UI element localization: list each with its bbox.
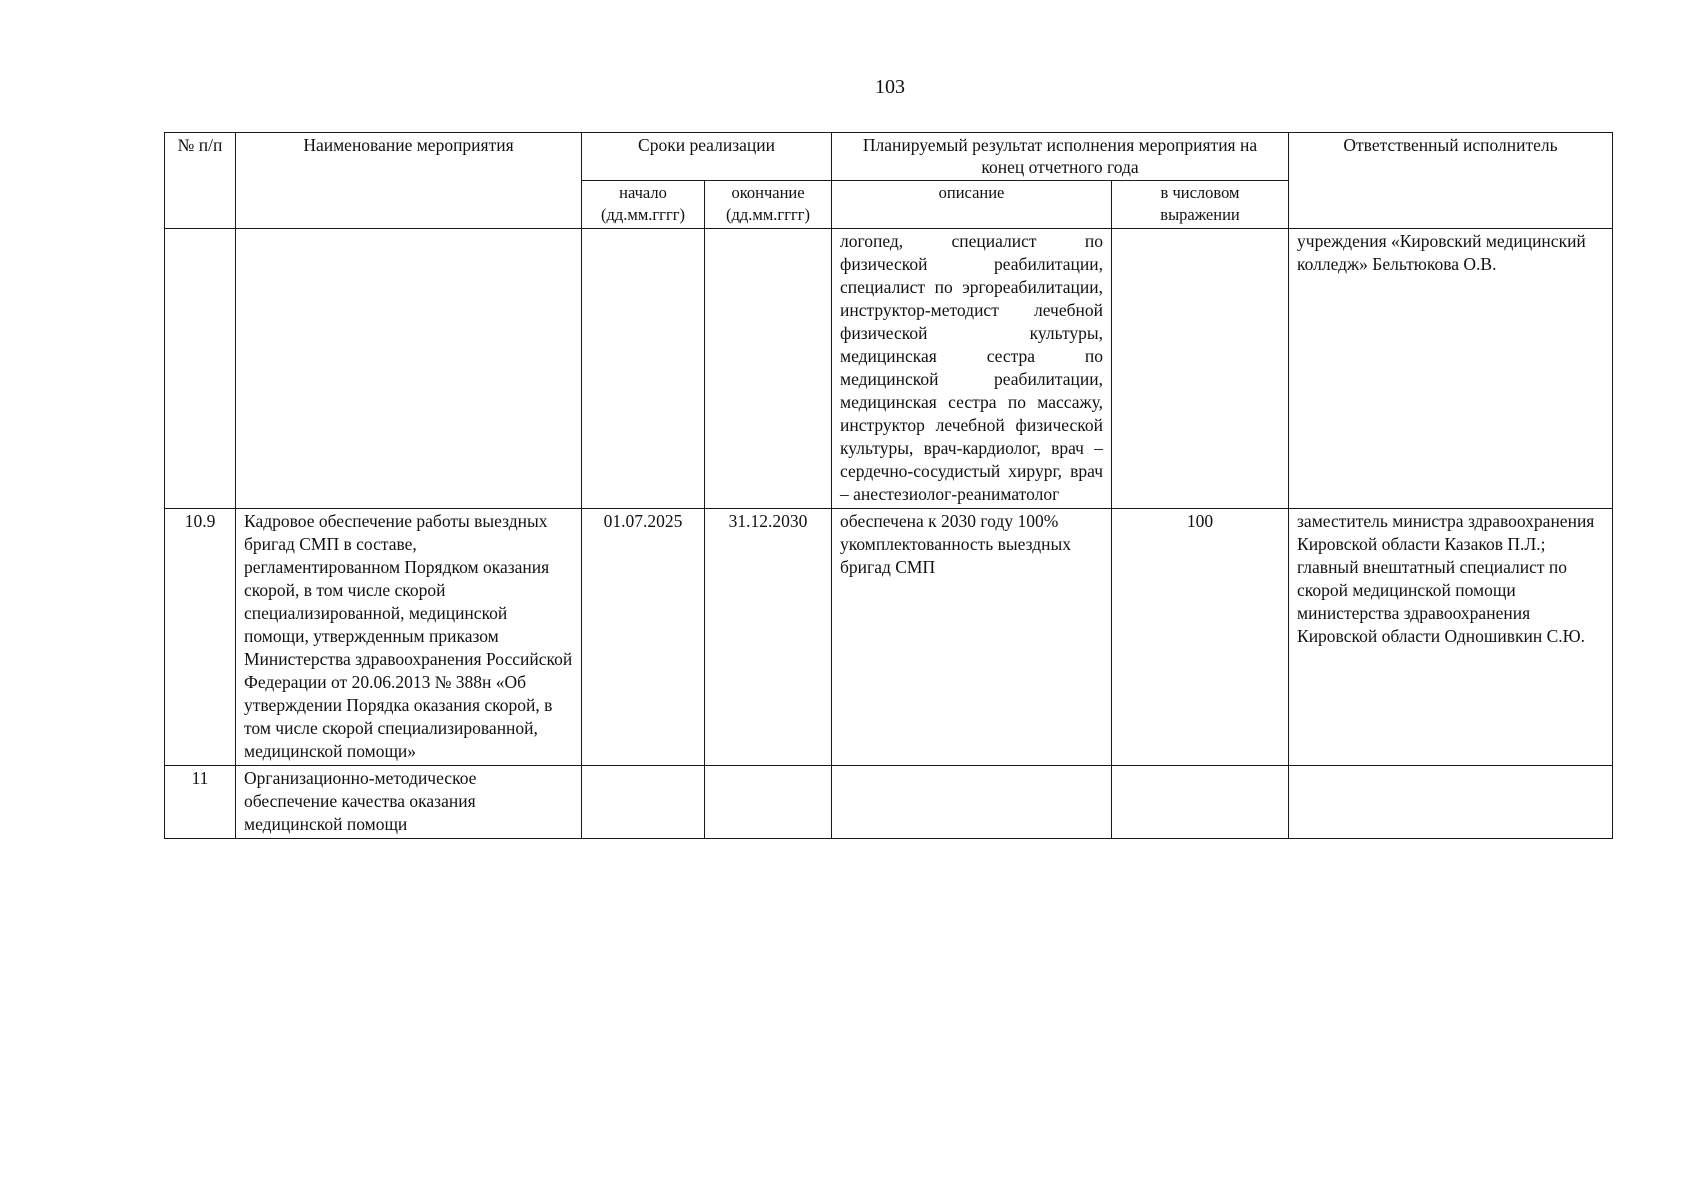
table-row bbox=[165, 766, 1613, 839]
row-end bbox=[705, 766, 832, 839]
header-numeric: в числовом выражении bbox=[1112, 181, 1289, 229]
row-start bbox=[582, 766, 705, 839]
row-description bbox=[832, 766, 1112, 839]
row-start: 01.07.2025 bbox=[582, 509, 705, 766]
row-name: Кадровое обеспечение работы выездных бригад СМП в составе, регламентированном Порядком оказания скорой, в том числе скорой специализированной, медицинской помощи, утвержденным приказом Министерства здравоохранения Российской Федерации от 20.06.2013 № 388н «Об утверждении Порядка оказания скорой, в том числе скорой специализированной, медицинской помощи» bbox=[236, 509, 582, 766]
header-start: начало (дд.мм.гггг) bbox=[582, 181, 705, 229]
row-description: обеспечена к 2030 году 100% укомплектованность выездных бригад СМП bbox=[832, 509, 1112, 766]
header-row-1 bbox=[165, 133, 1613, 181]
row-responsible: учреждения «Кировский медицинский колледж» Бельтюкова О.В. bbox=[1289, 229, 1613, 509]
row-num: 11 bbox=[165, 766, 236, 839]
row-name: Организационно-методическое обеспечение качества оказания медицинской помощи bbox=[236, 766, 582, 839]
page-number: 103 bbox=[875, 76, 905, 98]
table-row bbox=[165, 509, 1613, 766]
header-responsible: Ответственный исполнитель bbox=[1289, 133, 1613, 229]
row-responsible bbox=[1289, 766, 1613, 839]
row-value bbox=[1112, 766, 1289, 839]
row-num bbox=[165, 229, 236, 509]
header-end: окончание (дд.мм.гггг) bbox=[705, 181, 832, 229]
row-description: логопед, специалист по физической реабилитации, специалист по эргореабилитации, инструктор-методист лечебной физической культуры, медицинская сестра по медицинской реабилитации, медицинская сестра по массажу, инструктор лечебной физической культуры, врач-кардиолог, врач – сердечно-сосудистый хирург, врач – анестезиолог-реаниматолог bbox=[832, 229, 1112, 509]
header-period: Сроки реализации bbox=[582, 133, 832, 181]
table-row bbox=[165, 229, 1613, 509]
header-result: Планируемый результат исполнения мероприятия на конец отчетного года bbox=[832, 133, 1289, 181]
measures-table bbox=[164, 132, 1613, 839]
row-responsible: заместитель министра здравоохранения Кировской области Казаков П.Л.; главный внештатный специалист по скорой медицинской помощи министерства здравоохранения Кировской области Одношивкин С.Ю. bbox=[1289, 509, 1613, 766]
row-value bbox=[1112, 229, 1289, 509]
row-name bbox=[236, 229, 582, 509]
header-description: описание bbox=[832, 181, 1112, 229]
row-num: 10.9 bbox=[165, 509, 236, 766]
row-end bbox=[705, 229, 832, 509]
row-value: 100 bbox=[1112, 509, 1289, 766]
row-end: 31.12.2030 bbox=[705, 509, 832, 766]
header-num: № п/п bbox=[165, 133, 236, 229]
header-name: Наименование мероприятия bbox=[236, 133, 582, 229]
row-start bbox=[582, 229, 705, 509]
